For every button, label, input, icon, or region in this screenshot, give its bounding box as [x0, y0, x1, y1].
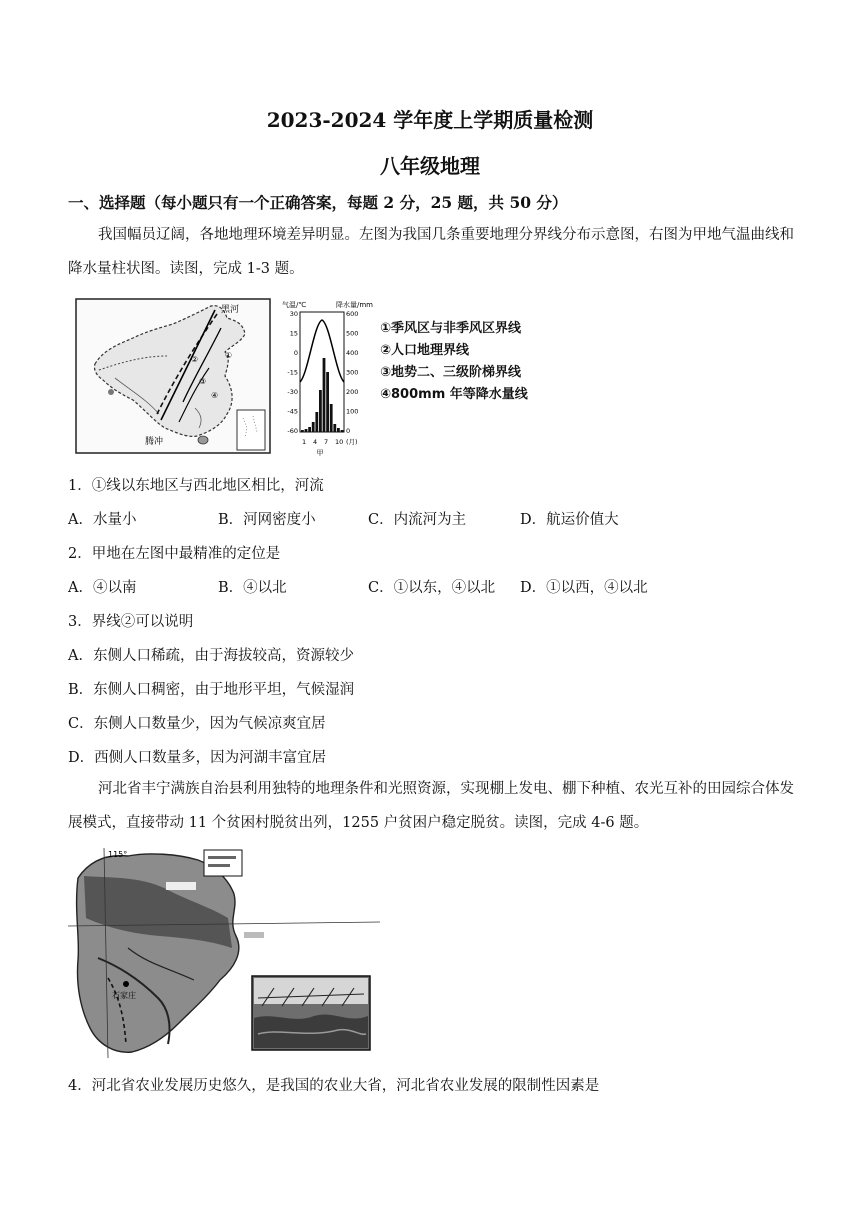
intro-paragraph-1: [68, 218, 794, 286]
right-tick-label: 600: [346, 310, 359, 318]
legend-item-2: ②人口地理界线: [380, 343, 470, 358]
right-axis-title: 降水量/mm: [336, 301, 373, 309]
map-label-2: ②: [191, 355, 199, 364]
q3-option-d: D．西侧人口数量多，因为河湖丰富宜居: [68, 750, 327, 766]
q1-option-d: D．航运价值大: [520, 512, 619, 528]
question-3-stem: 3．界线②可以说明: [68, 614, 194, 630]
right-tick-label: 100: [346, 407, 359, 416]
china-boundary-map: [75, 298, 271, 454]
right-tick-label: 300: [346, 368, 359, 377]
legend-item-3: ③地势二、三级阶梯界线: [380, 365, 522, 380]
x-tick-label: 1: [302, 438, 307, 446]
intro-1-text: 我国幅员辽阔，各地地理环境差异明显。左图为我国几条重要地理分界线分布示意图，右图为甲地气温曲线和降水量柱状图。读图，完成 1-3 题。: [68, 227, 794, 277]
left-tick-label: -15: [287, 368, 298, 377]
left-tick-label: -60: [287, 427, 298, 435]
intro-paragraph-2: [68, 772, 794, 840]
q1-option-c: C．内流河为主: [368, 512, 467, 528]
map-label-1: ①: [225, 351, 233, 360]
left-tick-label: -30: [287, 388, 298, 396]
left-tick-label: 0: [293, 349, 298, 357]
left-tick-label: 15: [289, 329, 298, 338]
precip-bar: [319, 390, 322, 432]
q2-option-a: A．④以南: [68, 580, 137, 596]
q1-option-b: B．河网密度小: [218, 512, 316, 528]
right-tick-label: 500: [346, 329, 359, 338]
map-label-shijiazhuang: 石家庄: [112, 991, 136, 1000]
precip-bar: [333, 424, 336, 432]
right-tick-label: 0: [346, 427, 351, 435]
precip-bar: [301, 430, 304, 432]
question-2-stem: 2．甲地在左图中最精准的定位是: [68, 546, 281, 562]
map-label-longitude: 115°: [108, 850, 128, 859]
q3-option-a: A．东侧人口稀疏，由于海拔较高，资源较少: [68, 648, 354, 664]
precip-bar: [312, 422, 315, 432]
precip-bar: [330, 404, 333, 432]
question-4-stem: 4．河北省农业发展历史悠久，是我国的农业大省，河北省农业发展的限制性因素是: [68, 1078, 600, 1094]
question-1-stem: 1．①线以东地区与西北地区相比，河流: [68, 478, 324, 494]
q2-option-c: C．①以东，④以北: [368, 580, 496, 596]
page-subtitle: 八年级地理: [380, 154, 480, 178]
x-tick-label: 7: [324, 438, 329, 446]
x-tick-label: (月): [346, 438, 358, 446]
chart-caption: 甲: [316, 449, 324, 457]
q3-option-b: B．东侧人口稠密，由于地形平坦，气候湿润: [68, 682, 355, 698]
precip-bar: [305, 429, 308, 432]
q2-option-b: B．④以北: [218, 580, 287, 596]
left-tick-label: 30: [289, 310, 298, 318]
precip-bar: [308, 427, 311, 432]
x-tick-label: 10: [335, 438, 344, 446]
x-tick-label: 4: [313, 438, 318, 446]
map-label-4: ④: [211, 391, 219, 400]
precip-bar: [323, 358, 326, 432]
precip-bar: [315, 412, 318, 432]
climate-chart: [280, 298, 378, 458]
map-label-3: ③: [199, 377, 207, 386]
right-tick-label: 200: [346, 388, 359, 396]
q3-option-c: C．东侧人口数量少，因为气候凉爽宜居: [68, 716, 326, 732]
page-title: 2023-2024 学年度上学期质量检测: [266, 108, 594, 132]
precip-bar: [341, 430, 344, 432]
left-axis-title: 气温/℃: [282, 301, 307, 309]
figure1-legend: [380, 318, 528, 406]
q1-option-a: A．水量小: [68, 512, 137, 528]
section-heading: 一、选择题（每小题只有一个正确答案，每题 2 分，25 题，共 50 分）: [68, 193, 568, 212]
legend-item-4: ④800mm 年等降水量线: [380, 387, 528, 402]
q2-option-d: D．①以西，④以北: [520, 580, 648, 596]
right-tick-label: 400: [346, 349, 359, 357]
left-tick-label: -45: [287, 407, 298, 416]
intro-2-text: 河北省丰宁满族自治县利用独特的地理条件和光照资源，实现棚上发电、棚下种植、农光互补的田园综合体发展模式，直接带动 11 个贫困村脱贫出列，1255 户贫困户稳定脱贫。读图，完成 4-6 题。: [68, 781, 794, 831]
precip-bar: [326, 372, 329, 432]
map-label-heihe: 黑河: [221, 305, 240, 315]
map-label-tengchong: 腾冲: [145, 437, 164, 447]
legend-item-1: ①季风区与非季风区界线: [380, 321, 522, 336]
precip-bar: [337, 428, 340, 432]
hebei-map-figure: [68, 848, 380, 1058]
